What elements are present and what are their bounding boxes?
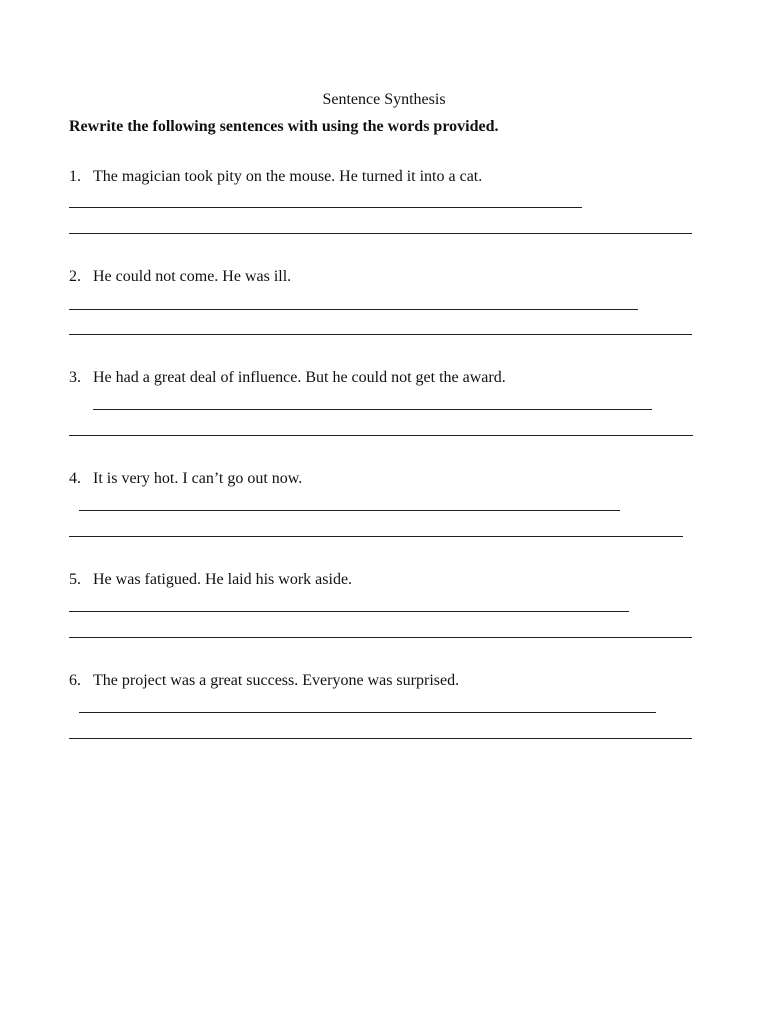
answer-line-6a[interactable]	[79, 712, 656, 713]
answer-line-1b[interactable]	[69, 233, 692, 234]
answer-line-6b[interactable]	[69, 738, 692, 739]
answer-line-3a[interactable]	[93, 409, 652, 410]
question-number: 2.	[69, 268, 81, 285]
worksheet-instructions: Rewrite the following sentences with using the words provided.	[69, 118, 499, 135]
answer-line-4a[interactable]	[79, 510, 620, 511]
question-4	[69, 469, 302, 489]
question-text: The project was a great success. Everyone was surprised.	[93, 672, 460, 689]
worksheet-title: Sentence Synthesis	[322, 91, 446, 108]
question-6	[69, 671, 459, 691]
answer-line-1a[interactable]	[69, 207, 582, 208]
answer-line-2b[interactable]	[69, 334, 692, 335]
answer-line-2a[interactable]	[69, 309, 638, 310]
question-text: He could not come. He was ill.	[93, 268, 292, 285]
question-text: He had a great deal of influence. But he could not get the award.	[93, 369, 506, 386]
question-number: 3.	[69, 369, 81, 386]
question-text: The magician took pity on the mouse. He turned it into a cat.	[93, 168, 483, 185]
answer-line-5b[interactable]	[69, 637, 692, 638]
question-number: 5.	[69, 571, 81, 588]
question-2	[69, 267, 291, 287]
answer-line-3b[interactable]	[69, 435, 693, 436]
question-text: He was fatigued. He laid his work aside.	[93, 571, 353, 588]
question-number: 6.	[69, 672, 81, 689]
answer-line-5a[interactable]	[69, 611, 629, 612]
question-number: 1.	[69, 168, 81, 185]
answer-line-4b[interactable]	[69, 536, 683, 537]
question-text: It is very hot. I can’t go out now.	[93, 470, 303, 487]
question-3	[69, 368, 506, 388]
question-5	[69, 570, 352, 590]
question-number: 4.	[69, 470, 81, 487]
question-1	[69, 167, 482, 187]
